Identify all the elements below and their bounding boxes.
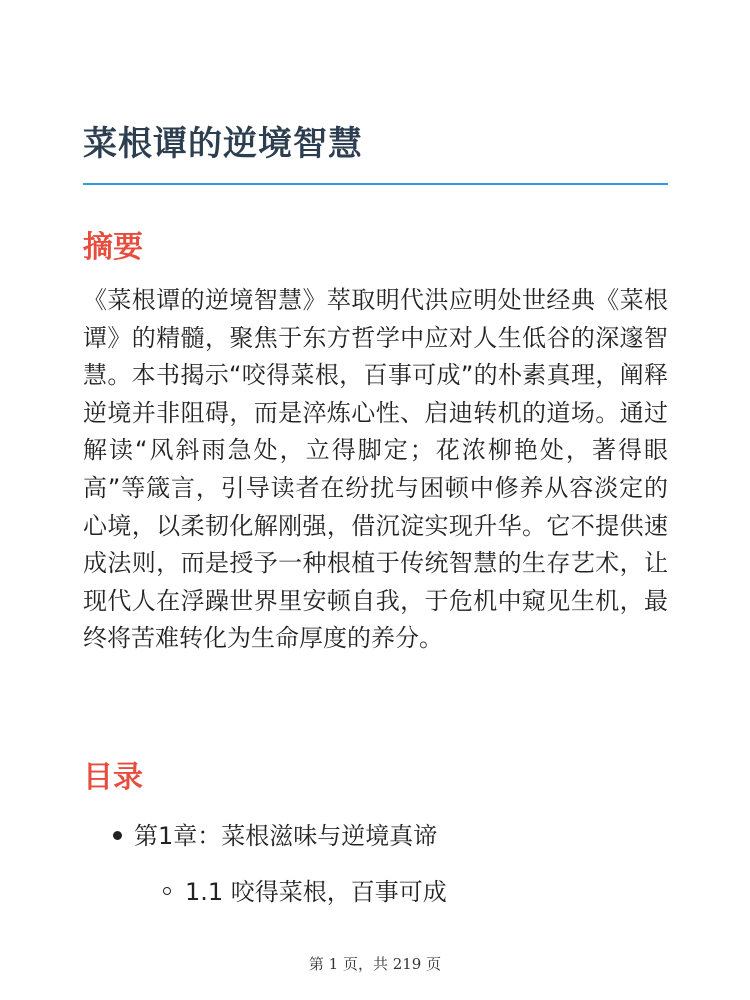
toc-section-item[interactable]	[163, 874, 447, 910]
toc-heading: 目录	[83, 760, 143, 795]
summary-paragraph: 《菜根谭的逆境智慧》萃取明代洪应明处世经典《菜根谭》的精髓，聚焦于东方哲学中应对人生低谷的深邃智慧。本书揭示“咬得菜根，百事可成”的朴素真理，阐释逆境并非阻碍，而是淬炼心性、启迪转机的道场。通过解读“风斜雨急处，立得脚定；花浓柳艳处，著得眼高”等箴言，引导读者在纷扰与困顿中修养从容淡定的心境，以柔韧化解刚强，借沉淀实现升华。它不提供速成法则，而是授予一种根植于传统智慧的生存艺术，让现代人在浮躁世界里安顿自我，于危机中窥见生机，最终将苦难转化为生命厚度的养分。	[83, 286, 668, 653]
toc-chapter-item[interactable]	[113, 818, 437, 854]
filled-bullet-icon	[113, 831, 122, 840]
toc-chapter-label: 第1章：菜根滋味与逆境真谛	[134, 822, 438, 850]
summary-heading: 摘要	[83, 230, 143, 265]
toc-section-label: 1.1 咬得菜根，百事可成	[185, 878, 447, 906]
page-number-footer: 第 1 页，共 219 页	[308, 955, 442, 973]
page-title: 菜根谭的逆境智慧	[83, 124, 363, 164]
hollow-bullet-icon	[163, 887, 171, 895]
title-divider	[83, 183, 668, 185]
